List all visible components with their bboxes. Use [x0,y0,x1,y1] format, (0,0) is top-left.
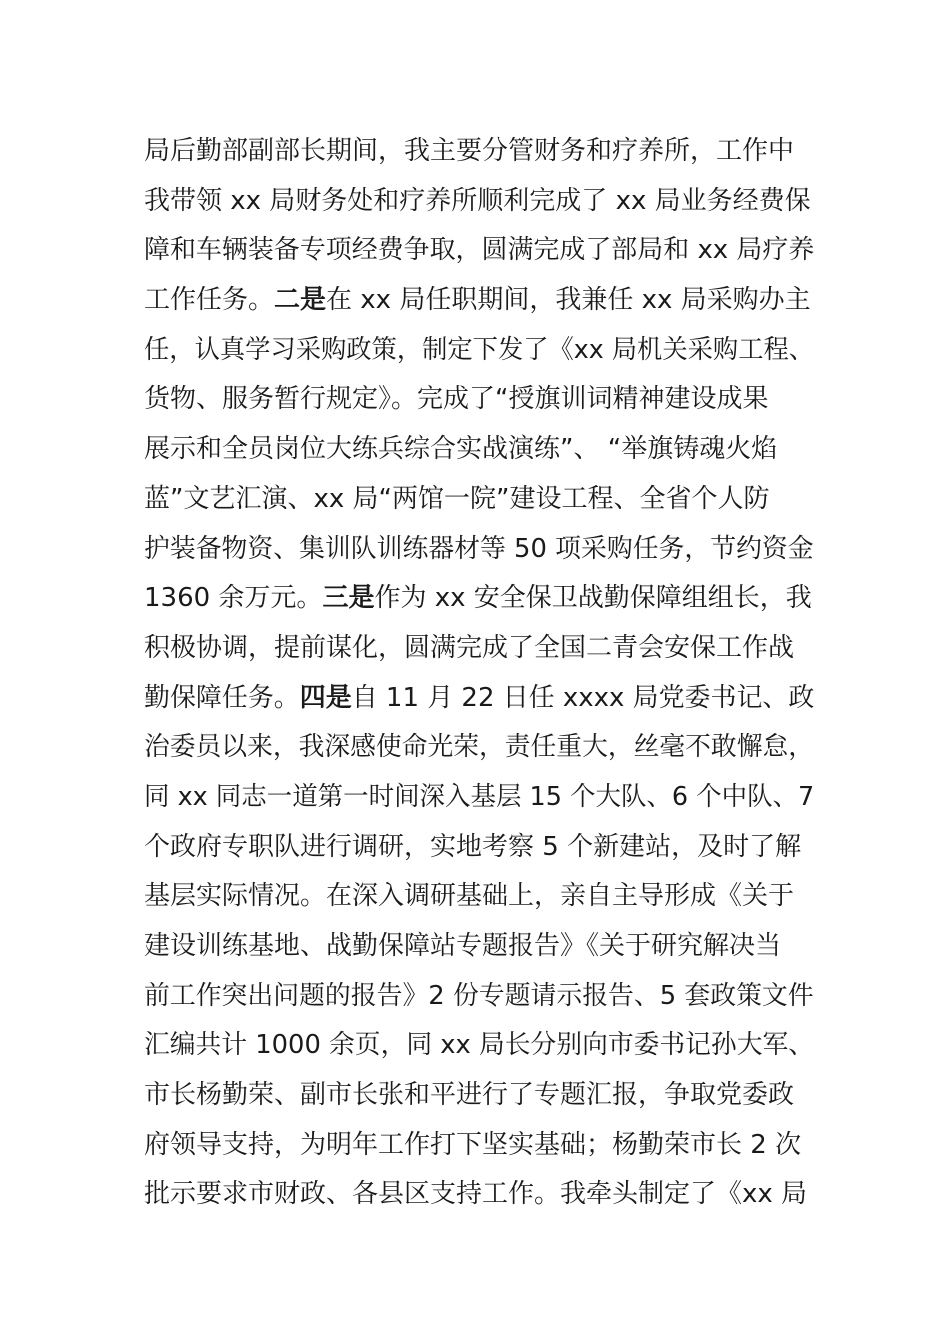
text-run: 护装备物资、集训队训练器材等 50 项采购任务，节约资金 [144,533,814,564]
text-line [144,723,815,773]
text-line [144,375,814,425]
bold-lead-4: 四是 [299,682,352,713]
text-line [144,525,814,575]
text-run: 治委员以来，我深感使命光荣，责任重大，丝毫不敢懈怠， [144,732,815,763]
text-run: 基层实际情况。在深入调研基础上，亲自主导形成《关于 [144,881,795,912]
text-line [144,177,814,227]
text-run: 在 xx 局任职期间，我兼任 xx 局采购办主 [326,285,811,316]
text-line [144,972,814,1022]
text-line [144,1071,814,1121]
text-line [144,574,814,624]
text-run: 汇编共计 1000 余页，同 xx 局长分别向市委书记孙大军、 [144,1030,815,1061]
text-run: 工作任务。 [144,285,275,316]
text-run: 我带领 xx 局财务处和疗养所顺利完成了 xx 局业务经费保 [144,185,811,216]
text-run: 建设训练基地、战勤保障站专题报告》《关于研究解决当 [144,931,782,961]
text-line [144,276,814,326]
text-line [144,127,814,177]
text-line [144,475,814,525]
text-line [144,922,814,972]
text-run: 批示要求市财政、各县区支持工作。我牵头制定了《xx 局 [144,1179,808,1210]
text-run: 障和车辆装备专项经费争取，圆满完成了部局和 xx 局疗养 [144,235,815,266]
text-run: 积极协调，提前谋化，圆满完成了全国二青会安保工作战 [144,632,795,663]
text-line [144,1021,815,1071]
text-line [144,1170,814,1220]
bold-lead-3: 三是 [322,583,375,614]
text-run: 作为 xx 安全保卫战勤保障组组长，我 [374,583,812,614]
text-run: 货物、服务暂行规定》。完成了“授旗训词精神建设成果 [144,384,769,415]
text-line [144,326,815,376]
bold-lead-2: 二是 [274,285,327,316]
text-line [144,1121,814,1171]
text-run: 局后勤部副部长期间，我主要分管财务和疗养所，工作中 [144,136,795,166]
text-line [144,425,814,475]
text-line [144,674,813,724]
text-line [144,773,815,823]
text-line [144,872,814,922]
text-line [144,226,813,276]
text-run: 勤保障任务。 [144,682,300,713]
text-line [144,823,814,873]
text-run: 展示和全员岗位大练兵综合实战演练”、 “举旗铸魂火焰 [144,434,778,465]
text-run: 任，认真学习采购政策，制定下发了《xx 局机关采购工程、 [144,334,815,365]
text-run: 前工作突出问题的报告》2 份专题请示报告、5 套政策文件 [144,980,814,1011]
text-run: 府领导支持，为明年工作打下坚实基础；杨勤荣市长 2 次 [144,1129,802,1160]
text-line [144,624,814,674]
text-run: 蓝”文艺汇演、xx 局“两馆一院”建设工程、全省个人防 [144,483,770,514]
text-run: 市长杨勤荣、副市长张和平进行了专题汇报，争取党委政 [144,1080,795,1111]
text-run: 1360 余万元。 [144,583,323,614]
text-run: 自 11 月 22 日任 xxxx 局党委书记、政 [351,682,815,713]
body-paragraph [144,127,814,1220]
text-run: 同 xx 同志一道第一时间深入基层 15 个大队、6 个中队、7 [144,781,815,812]
text-run: 个政府专职队进行调研，实地考察 5 个新建站，及时了解 [144,831,802,862]
